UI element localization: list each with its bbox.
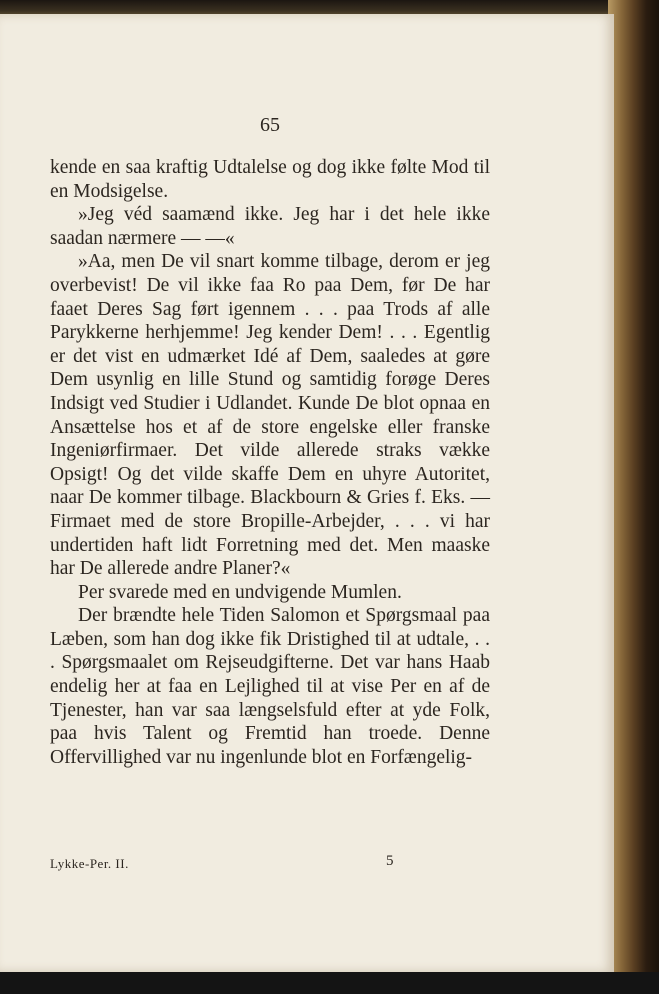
body-text [50,156,490,769]
paragraph: »Aa, men De vil snart komme tilbage, derom er jeg overbevist! De vil ikke faa Ro paa Dem, før De har faaet Deres Sag ført igennem . . . paa Trods af alle Parykkerne herhjemme! Jeg kender Dem! . . . Egentlig er det vist en udmærket Idé af Dem, saaledes at gøre Dem usynlig en lille Stund og samtidig forøge Deres Indsigt ved Studier i Udlandet. Kunde De blot opnaa en Ansættelse hos et af de store engelske eller franske Ingeniørfirmaer. Det vilde allerede straks vække Opsigt! Og det vilde skaffe Dem en uhyre Autoritet, naar De kommer tilbage. Blackbourn & Gries f. Eks. — Firmaet med de store Bropille-Arbejder, . . . vi har undertiden haft lidt Forretning med det. Men maaske har De allerede andre Planer?« [50,251,490,580]
paragraph: kende en saa kraftig Udtalelse og dog ikke følte Mod til en Modsigelse. [50,157,490,202]
book-bottom-edge [0,972,659,994]
paragraph: Per svarede med en undvigende Mumlen. [78,581,402,603]
book-spine [608,0,659,994]
page-number: 65 [260,114,280,136]
footer-signature: Lykke-Per. II. [50,856,129,871]
footer-sheet-number: 5 [386,853,394,869]
book-page [0,14,614,972]
paragraph: »Jeg véd saamænd ikke. Jeg har i det hele ikke saadan nærmere — —« [50,204,490,249]
paragraph: Der brændte hele Tiden Salomon et Spørgsmaal paa Læben, som han dog ikke fik Dristighed til at udtale, . . . Spørgsmaalet om Rejseudgifterne. Det var hans Haab endelig her at faa en Lejlighed til at vise Per en af de Tjenester, han var saa længselsfuld efter at yde Folk, paa hvis Talent og Fremtid han troede. Denne Offervillighed var nu ingenlunde blot en Forfængelig- [50,605,490,768]
